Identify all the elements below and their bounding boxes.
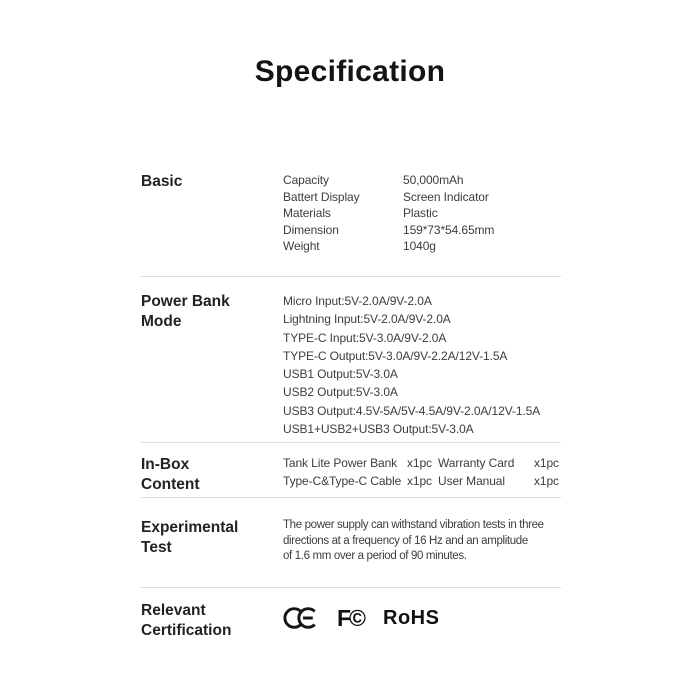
- test-description-line: directions at a frequency of 16 Hz and an amplitude: [283, 534, 528, 547]
- page-title: Specification: [254, 55, 446, 88]
- test-description-line: The power supply can withstand vibration tests in three: [283, 519, 544, 531]
- spec-value: 1040g: [403, 239, 436, 254]
- inbox-item-name: Warranty Card: [438, 456, 515, 470]
- spec-key: Materials: [283, 206, 331, 221]
- ce-mark-icon: [283, 607, 318, 629]
- section-divider: [141, 442, 561, 443]
- spec-line: USB2 Output:5V-3.0A: [283, 385, 398, 400]
- inbox-item-name: Type-C&Type-C Cable: [283, 473, 402, 488]
- spec-value: Screen Indicator: [403, 189, 489, 204]
- spec-line: TYPE-C Output:5V-3.0A/9V-2.2A/12V-1.5A: [283, 348, 508, 363]
- spec-row: [283, 222, 571, 239]
- spec-line: USB1+USB2+USB3 Output:5V-3.0A: [283, 422, 474, 437]
- spec-line: TYPE-C Input:5V-3.0A/9V-2.0A: [283, 330, 447, 345]
- section-in-box-content-body: [283, 455, 571, 491]
- section-experimental-test-body: [283, 518, 571, 565]
- inbox-item-qty: x1pc: [407, 456, 432, 470]
- section-power-bank-mode: [141, 292, 571, 438]
- spec-line: Lightning Input:5V-2.0A/9V-2.0A: [283, 312, 451, 327]
- section-power-bank-mode-body: [283, 292, 571, 438]
- section-relevant-certification: [141, 601, 571, 641]
- inbox-item-qty: x1pc: [534, 473, 559, 488]
- rohs-mark-icon: RoHS: [383, 607, 440, 629]
- certification-marks: [283, 601, 571, 630]
- fcc-mark-icon: F©: [337, 605, 364, 631]
- inbox-row: [283, 455, 571, 473]
- spec-row: [283, 238, 571, 255]
- section-experimental-test-label: Experimental Test: [141, 519, 239, 556]
- inbox-item-name: User Manual: [438, 473, 505, 488]
- inbox-item-qty: x1pc: [407, 473, 432, 488]
- section-in-box-content: [141, 455, 571, 495]
- spec-key: Battert Display: [283, 189, 360, 204]
- spec-row: [283, 205, 571, 222]
- section-divider: [141, 497, 561, 498]
- inbox-row: [283, 473, 571, 491]
- section-relevant-certification-label: Relevant Certification: [141, 602, 232, 639]
- spec-line: USB3 Output:4.5V-5A/5V-4.5A/9V-2.0A/12V-1.5A: [283, 403, 541, 418]
- inbox-item-qty: x1pc: [534, 456, 559, 470]
- section-experimental-test: [141, 518, 571, 565]
- section-basic-label: Basic: [141, 173, 183, 190]
- section-basic: [141, 172, 571, 255]
- section-basic-body: [283, 172, 571, 255]
- spec-value: 159*73*54.65mm: [403, 222, 495, 237]
- section-divider: [141, 276, 561, 277]
- spec-key: Dimension: [283, 222, 339, 237]
- spec-key: Weight: [283, 239, 320, 254]
- test-description-line: of 1.6 mm over a period of 90 minutes.: [283, 550, 467, 563]
- spec-value: Plastic: [403, 206, 438, 221]
- section-in-box-content-label: In-Box Content: [141, 456, 200, 493]
- spec-row: [283, 172, 571, 189]
- spec-line: Micro Input:5V-2.0A/9V-2.0A: [283, 294, 432, 308]
- spec-line: USB1 Output:5V-3.0A: [283, 367, 398, 382]
- section-power-bank-mode-label: Power Bank Mode: [141, 293, 230, 330]
- spec-row: [283, 189, 571, 206]
- spec-key: Capacity: [283, 173, 329, 187]
- section-divider: [141, 587, 561, 588]
- inbox-item-name: Tank Lite Power Bank: [283, 456, 398, 470]
- spec-value: 50,000mAh: [403, 173, 464, 187]
